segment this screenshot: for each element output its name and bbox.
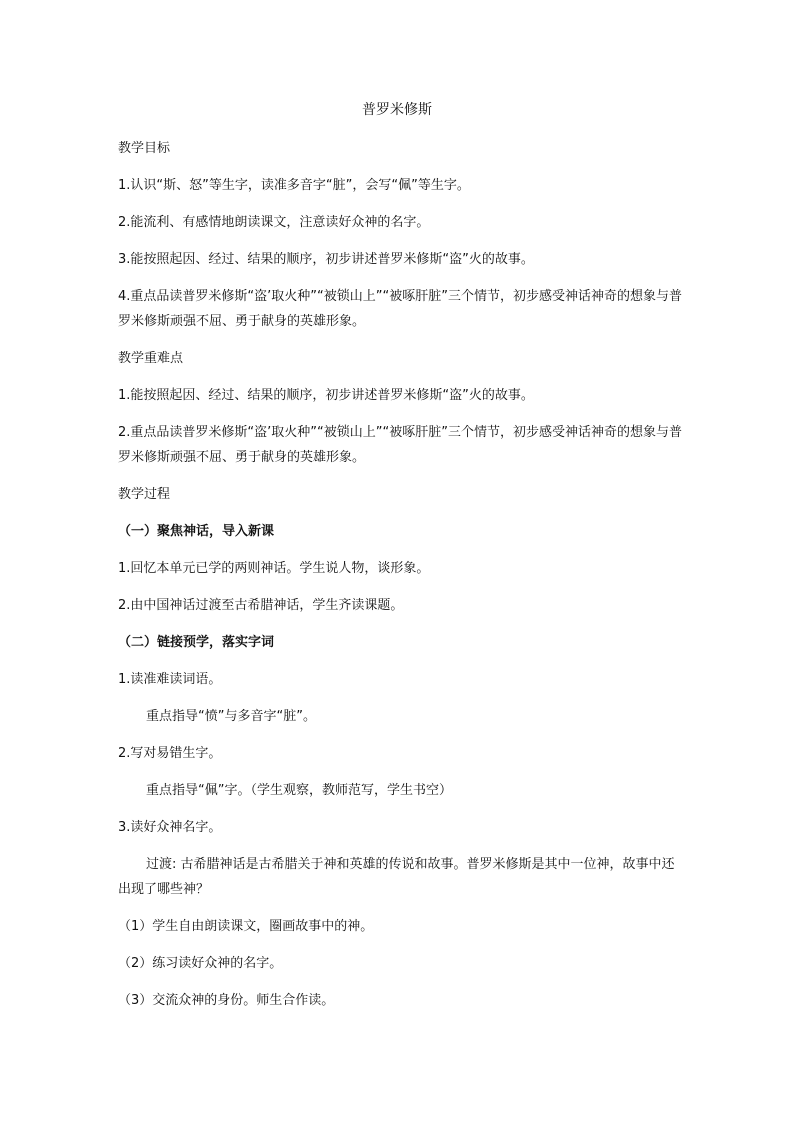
process-item: 2.写对易错生字。 <box>118 746 222 761</box>
process-step: （1）学生自由朗读课文，圈画故事中的神。 <box>118 919 374 934</box>
process-item: 1.读准难读词语。 <box>118 672 222 687</box>
key-point-item: 2.重点品读普罗米修斯“盗’取火种”“被锁山上”“被啄肝脏”三个情节，初步感受神话神奇的想象与普罗米修斯顽强不屈、勇于献身的英雄形象。 <box>118 425 682 465</box>
process-item: 3.读好众神名字。 <box>118 820 222 835</box>
transition-text: 过渡: 古希腊神话是古希腊关于神和英雄的传说和故事。普罗米修斯是其中一位神，故事中还出现了哪些神？ <box>118 857 675 897</box>
section-heading-process: 教学过程 <box>118 487 171 502</box>
document-title: 普罗米修斯 <box>362 102 432 118</box>
objective-item: 1.认识“斯、怒”等生字，读准多音字“脏”，会写“佩”等生字。 <box>118 178 470 193</box>
document-body <box>118 136 682 1025</box>
process-part-title: （二）链接预学，落实字词 <box>118 635 275 650</box>
process-part-title: （一）聚焦神话，导入新课 <box>118 524 275 539</box>
objective-item: 2.能流利、有感情地朗读课文，注意读好众神的名字。 <box>118 215 430 230</box>
process-step: （3）交流众神的身份。师生合作读。 <box>118 993 335 1008</box>
key-point-item: 1.能按照起因、经过、结果的顺序，初步讲述普罗米修斯“盗”火的故事。 <box>118 388 534 403</box>
objective-item: 4.重点品读普罗米修斯“盗’取火种”“被锁山上”“被啄肝脏”三个情节，初步感受神话神奇的想象与普罗米修斯顽强不屈、勇于献身的英雄形象。 <box>118 289 682 329</box>
objective-item: 3.能按照起因、经过、结果的顺序，初步讲述普罗米修斯“盗”火的故事。 <box>118 252 534 267</box>
process-note: 重点指导“佩”字。（学生观察，教师范写，学生书空） <box>146 783 452 798</box>
section-heading-key-points: 教学重难点 <box>118 351 184 366</box>
section-heading-objectives: 教学目标 <box>118 141 171 156</box>
process-step: （2）练习读好众神的名字。 <box>118 956 283 971</box>
process-note: 重点指导“愤”与多音字“脏”。 <box>146 709 316 724</box>
process-item: 2.由中国神话过渡至古希腊神话，学生齐读课题。 <box>118 598 404 613</box>
process-item: 1.回忆本单元已学的两则神话。学生说人物，谈形象。 <box>118 561 430 576</box>
